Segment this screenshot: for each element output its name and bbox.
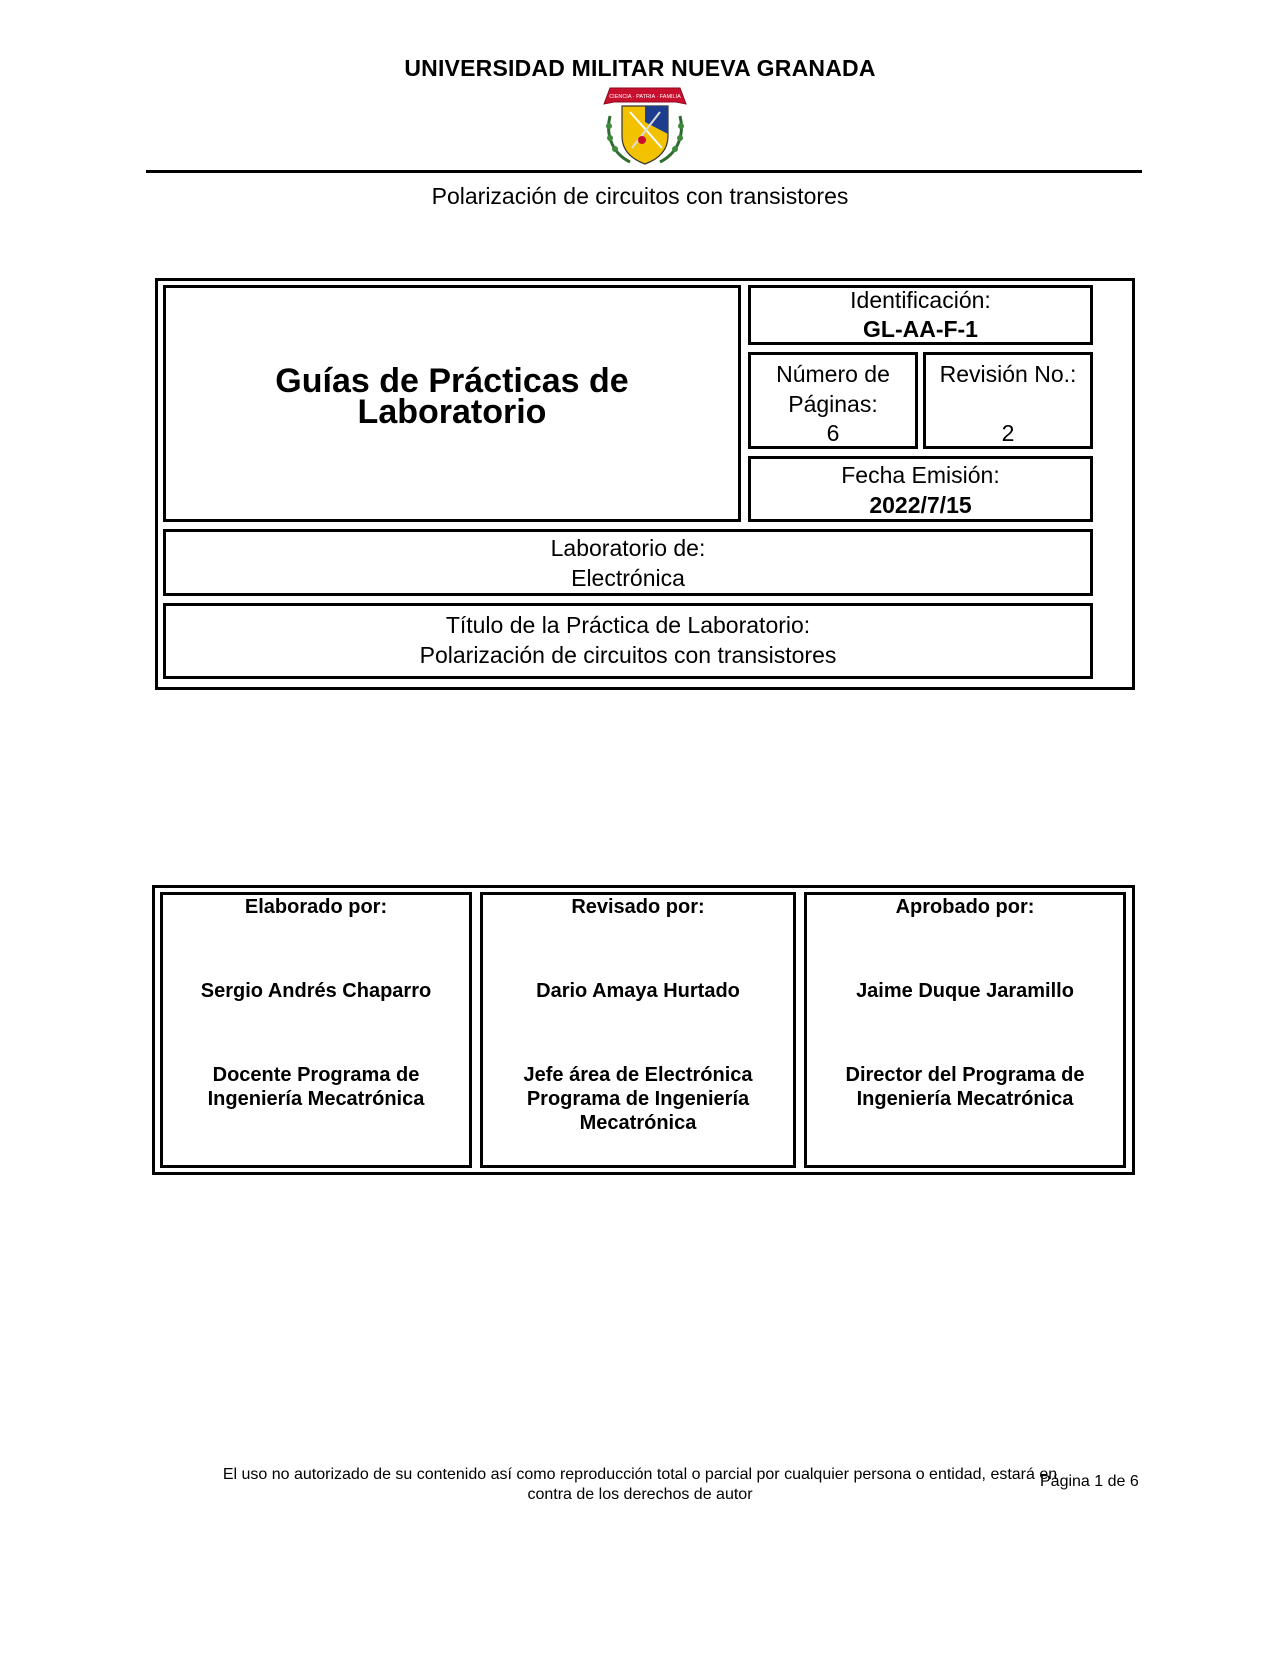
prepared-by-heading: Elaborado por: [244,896,388,918]
practice-title-value: Polarización de circuitos con transistores [419,642,837,668]
approved-by-cell [804,892,1126,1168]
signatures-table [152,885,1135,1175]
revision-label: Revisión No.: [939,361,1077,387]
issue-date-value: 2022/7/15 [869,492,972,518]
issue-date-label: Fecha Emisión: [841,462,1000,488]
approved-by-role-line-2: Ingeniería Mecatrónica [856,1088,1074,1110]
header-divider [146,170,1142,173]
document-subtitle: Polarización de circuitos con transistores [431,183,849,209]
practice-title-label: Título de la Práctica de Laboratorio: [445,612,811,638]
pages-cell [748,352,918,449]
prepared-by-role-line-2: Ingeniería Mecatrónica [207,1088,425,1110]
revision-cell [923,352,1093,449]
approved-by-name: Jaime Duque Jaramillo [856,980,1074,1002]
pages-label-line-1: Número de [776,361,890,387]
prepared-by-role-line-1: Docente Programa de [212,1064,420,1086]
university-crest-icon [600,82,690,170]
pages-label-line-2: Páginas: [788,391,878,417]
laboratory-value: Electrónica [571,565,685,591]
reviewed-by-role-line-1: Jefe área de Electrónica [523,1064,753,1086]
reviewed-by-name: Dario Amaya Hurtado [536,980,740,1002]
laboratory-label: Laboratorio de: [550,535,706,561]
crest-motto: CIENCIA · PATRIA · FAMILIA [609,94,681,100]
copyright-notice-line-1: El uso no autorizado de su contenido así como reproducción total o parcial por cualquier persona o entidad, estará en [222,1466,1058,1483]
reviewed-by-role-line-2: Programa de Ingeniería [526,1088,750,1110]
reviewed-by-heading: Revisado por: [571,896,705,918]
prepared-by-name: Sergio Andrés Chaparro [200,980,432,1002]
laboratory-cell [163,529,1093,596]
university-name: UNIVERSIDAD MILITAR NUEVA GRANADA [404,55,876,81]
revision-value: 2 [1001,420,1015,446]
identification-cell [748,285,1093,345]
form-header-table [155,278,1135,690]
reviewed-by-cell [480,892,796,1168]
reviewed-by-role-line-3: Mecatrónica [579,1112,697,1134]
practice-title-cell [163,603,1093,679]
identification-label: Identificación: [850,287,991,313]
copyright-notice [200,1465,1080,1505]
identification-value: GL-AA-F-1 [863,316,978,342]
guide-title-line-1: Guías de Prácticas de [275,362,629,400]
pages-value: 6 [826,420,840,446]
approved-by-heading: Aprobado por: [895,896,1035,918]
approved-by-role-line-1: Director del Programa de [845,1064,1085,1086]
issue-date-cell [748,456,1093,522]
prepared-by-cell [160,892,472,1168]
guide-title-cell [163,285,741,522]
guide-title-line-2: Laboratorio [357,393,547,431]
page-number: Página 1 de 6 [1040,1473,1139,1490]
copyright-notice-line-2: contra de los derechos de autor [527,1486,753,1503]
